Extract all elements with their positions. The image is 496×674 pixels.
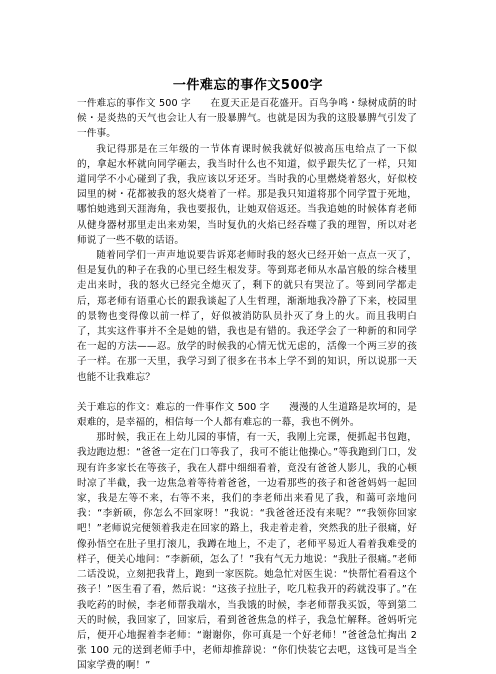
paragraph-memory: 我记得那是在三年级的一节体育课时候我就好似被高压电给点了一下似的，拿起水杯就向同学砸去，我当时什么也不知道，似乎跟失忆了一样，只知道同学不小心碰到了我，我应该以牙还牙。当时我的心里燃烧着怒火，好似校园里的树・花都被我的怒火烧着了一样。那是我只知道将那个同学置于死地，哪怕她逃到天涯海角，我也要报仇，让她双倍返还。当我追她的时候体育老师从健身器材那里走出来劝架，当时复仇的火焰已经吞噬了我的理智，所以对老师说了一些不敬的话语。 xyxy=(77,143,417,246)
paragraph-second-essay-intro: 关于难忘的作文：难忘的一件事作文 500 字 漫漫的人生道路是坎坷的，是艰难的，是幸福的，相信每一个人都有难忘的一幕，我也不例外。 xyxy=(77,401,417,429)
paragraph-second-essay-story: 那时候，我正在上幼儿园的事情，有一天，我刚上完课，便抓起书包跑，我边跑边想：“爸爸一定在门口等我了，我可不能让他操心。”等我跑到门口，发现有许多家长在等孩子，我在人群中细细看着，竟没有爸爸人影儿，我的心顿时凉了半截，我一边焦急着等待着爸爸，一边看那些的孩子和爸爸妈妈一起回家，我是左等不来，右等不来，我们的李老师出来看见了我，和蔼可亲地问我：“李新硕，你怎么不回家呀！”我说：“我爸爸还没有来呢？”“我领你回家吧！”老师说完便领着我走在回家的路上，我走着走着，突然我的肚子很痛，好像孙悟空在肚子里打滚儿，我蹲在地上，不走了，老师平易近人看着我难受的样子，便关心地问：“李新硕，怎么了！”我有气无力地说：“我肚子很痛。”老师二话没说，立刻把我背上，跑到一家医院。她急忙对医生说：“快帮忙看看这个孩子！”医生看了看，然后说：“这孩子拉肚子，吃几粒我开的药就没事了。”在我吃药的时候，李老师帮我端水，当我饿的时候，李老师帮我买饭，等到第二天的时候，我回家了，回家后，看到爸爸焦急的样子，我急忙解释。爸妈听完后，便开心地握着李老师：“谢谢你，你可真是一个好老师！”爸爸急忙掏出 2 张 100 元的送到老师手中，老师却推辞说：“你们快装它去吧，这钱可是当全国家学费的啊！” xyxy=(77,432,417,672)
paragraph-reflection: 随着同学们一声声地说要告诉郑老师时我的怒火已经开始一点点一灭了，但是复仇的种子在我的心里已经生根发芽。等到郑老师从水晶宫般的综合楼里走出来时，我的怒火已经完全熄灭了，剩下的就只有哭泣了。等到同学都走后，郑老师有语重心长的跟我谈起了人生哲理，渐渐地我冷静了下来，校园里的景物也变得像以前一样了，好似被消防队员扑灭了身上的火。而且我明白了，其实这件事并不全是她的错，我也是有错的。我还学会了一种新的和同学在一起的方法——忍。放学的时候我的心情无忧无虑的，活像一个两三岁的孩子一样。在那一天里，我学习到了很多在书本上学不到的知识，所以说那一天也能不让我难忘？ xyxy=(77,250,417,383)
document-body xyxy=(77,96,417,674)
document-title: 一件难忘的事作文500字 xyxy=(172,78,324,93)
paragraph-intro: 一件难忘的事作文 500 字 在夏天正是百花盛开。百鸟争鸣・绿树成荫的时候・是炎热的天气也会让人有一股暴脾气。也就是因为我的这股暴脾气引发了一件事。 xyxy=(77,98,417,140)
paragraph-gap xyxy=(77,385,417,400)
